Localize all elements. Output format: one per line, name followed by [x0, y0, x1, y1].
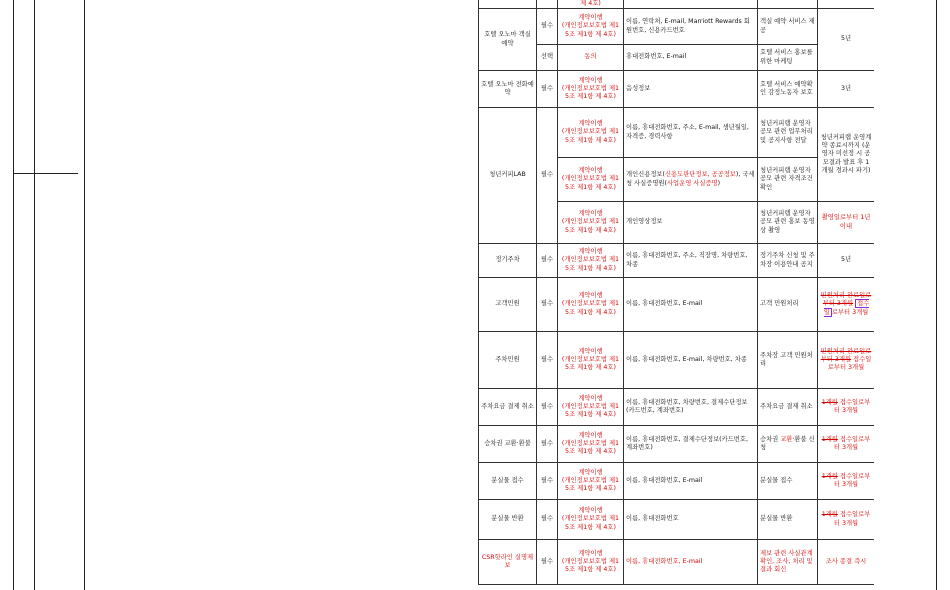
- required-cell: 필수: [537, 389, 558, 426]
- items-cell: 이름, 휴대전화번호, 차량번호, 결제수단정보(카드번호, 계좌번호): [624, 389, 758, 426]
- items-cell: 개인영상정보: [624, 202, 758, 244]
- basis-cell: 계약이행 (개인정보보호법 제15조 제1항 제 4호): [558, 9, 624, 45]
- required-cell: 필수: [537, 426, 558, 463]
- items-cell: 이름, 휴대전화번호, 주소, 직장명, 차량번호, 차종: [624, 244, 758, 278]
- items-cell: 이름, 연락처, E-mail, Marriott Rewards 회원번호, 신용카드번호: [624, 9, 758, 45]
- service-cell: [479, 0, 537, 9]
- period-cell: 촬영일로부터 1년 이내: [818, 202, 875, 244]
- purpose-text: 승차권: [760, 435, 781, 443]
- required-cell: 선택: [537, 45, 558, 71]
- items-cell: [624, 0, 758, 9]
- inserted-text: 접수일로부터 3개월: [833, 435, 871, 451]
- purpose-cell: 청년커피랩 운영자 공모 관련 홍보 동영상 촬영: [758, 202, 818, 244]
- table-row: [479, 389, 875, 426]
- required-cell: 필수: [537, 540, 558, 585]
- service-cell: CSR핫라인 실명제보: [479, 540, 537, 585]
- required-cell: 필수: [537, 463, 558, 500]
- privacy-collection-table: [478, 0, 874, 585]
- deleted-text: 민원처리 완료일로부터 3개월: [820, 347, 872, 363]
- basis-cell: 계약이행 (개인정보보호법 제15조 제1항 제 4호): [558, 540, 624, 585]
- service-cell: 청년커피LAB: [479, 108, 537, 244]
- table-row: [479, 9, 875, 45]
- period-cell: 3년: [818, 71, 875, 108]
- inserted-text: 접수일로부터 3개월: [833, 511, 871, 527]
- inserted-text: 접수일로부터 3개월: [833, 398, 871, 414]
- service-cell: 주차민원: [479, 332, 537, 389]
- basis-cell: 계약이행 (개인정보보호법 제15조 제1항 제 4호): [558, 158, 624, 202]
- inserted-text: 접수일로부터 3개월: [827, 355, 872, 372]
- items-cell: 이름, 휴대전화번호, E-mail: [624, 463, 758, 500]
- deleted-text: 1개월: [821, 472, 838, 480]
- items-cell: 음성정보: [624, 71, 758, 108]
- basis-cell: 계약이행 (개인정보보호법 제15조 제1항 제 4호): [558, 500, 624, 540]
- service-cell: 호텔 오노마 전화예약: [479, 71, 537, 108]
- outer-border-left: [13, 0, 14, 590]
- service-cell: 분실물 반환: [479, 500, 537, 540]
- required-cell: 필수: [537, 278, 558, 332]
- items-cell: 이름, 휴대전화번호, E-mail, 차량번호, 차종: [624, 332, 758, 389]
- purpose-cell: 분실물 접수: [758, 463, 818, 500]
- period-cell: [818, 278, 875, 332]
- column-divider: [34, 0, 35, 590]
- period-cell: [818, 0, 875, 9]
- basis-cell: 계약이행 (개인정보보호법 제15조 제1항 제 4호): [558, 71, 624, 108]
- period-cell: [818, 389, 875, 426]
- period-cell: 청년커피랩 운영계약 종료시까지 (운영자 미선정 시 공모결과 발표 후 1개월 경과시 파기): [818, 108, 875, 202]
- required-cell: 필수: [537, 71, 558, 108]
- deleted-text: 1개월: [821, 398, 838, 406]
- period-cell: [818, 463, 875, 500]
- table-row: [479, 244, 875, 278]
- purpose-cell: 호텔 서비스 홍보를 위한 마케팅: [758, 45, 818, 71]
- basis-cell: 제 4호): [558, 0, 624, 9]
- basis-cell: 계약이행 (개인정보보호법 제15조 제1항 제 4호): [558, 278, 624, 332]
- items-text: ): [717, 179, 721, 187]
- deleted-text: 1개월: [821, 511, 838, 519]
- table-row: [479, 540, 875, 585]
- items-text: 개인신용정보(: [626, 171, 665, 179]
- purpose-cell: 주차요금 결제 취소: [758, 389, 818, 426]
- service-cell: 주차요금 결제 취소: [479, 389, 537, 426]
- basis-cell: 동의: [558, 45, 624, 71]
- purpose-text: ·환불 신청: [760, 435, 815, 451]
- required-cell: 필수: [537, 108, 558, 244]
- purpose-cell: [758, 426, 818, 463]
- basis-cell: 계약이행 (개인정보보호법 제15조 제1항 제 4호): [558, 463, 624, 500]
- column-divider: [936, 0, 937, 590]
- period-cell: 5년: [818, 9, 875, 71]
- items-text: ), 국세청 사실증명원(: [626, 171, 755, 187]
- basis-cell: 계약이행 (개인정보보호법 제15조 제1항 제 4호): [558, 332, 624, 389]
- purpose-cell: 제보 관련 사실관계 확인, 조사, 처리 및 결과 회신: [758, 540, 818, 585]
- period-cell: 5년: [818, 244, 875, 278]
- table-row: [479, 500, 875, 540]
- required-cell: 필수: [537, 244, 558, 278]
- deleted-text: 민원처리 완료일로부터 3개월: [820, 292, 872, 308]
- items-cell: 이름, 휴대전화번호, E-mail: [624, 278, 758, 332]
- basis-cell: 계약이행 (개인정보보호법 제15조 제1항 제 4호): [558, 426, 624, 463]
- purpose-cell: 정기주차 신청 및 주차장 이용안내 공지: [758, 244, 818, 278]
- table-row: [479, 278, 875, 332]
- items-cell: 이름, 휴대전화번호: [624, 500, 758, 540]
- basis-cell: 계약이행 (개인정보보호법 제15조 제1항 제 4호): [558, 108, 624, 158]
- required-cell: [537, 0, 558, 9]
- table-row: [479, 71, 875, 108]
- purpose-cell: 청년커피랩 운영자 공모 관련 자격조건 확인: [758, 158, 818, 202]
- column-divider: [84, 0, 85, 590]
- required-cell: 필수: [537, 332, 558, 389]
- purpose-cell: [758, 0, 818, 9]
- purpose-cell: 청년커피랩 운영자 공모 관련 업무처리 및 공지사항 전달: [758, 108, 818, 158]
- period-cell: [818, 332, 875, 389]
- basis-cell: 계약이행 (개인정보보호법 제15조 제1항 제 4호): [558, 389, 624, 426]
- period-cell: [818, 500, 875, 540]
- service-cell: 호텔 오노마 객실 예약: [479, 9, 537, 71]
- table-row: [479, 108, 875, 158]
- highlighted-text: 사업운영 사실증명: [666, 179, 718, 187]
- highlighted-text: 신용도판단정보, 공공정보: [664, 171, 736, 179]
- basis-cell: 계약이행 (개인정보보호법 제15조 제1항 제 4호): [558, 202, 624, 244]
- highlighted-text: 교환: [780, 435, 793, 443]
- table-row: [479, 463, 875, 500]
- inserted-text: 접수일로부터 3개월: [833, 472, 871, 488]
- items-cell: 이름, 휴대전화번호, E-mail: [624, 540, 758, 585]
- purpose-cell: 주차장 고객 민원처리: [758, 332, 818, 389]
- purpose-cell: 고객 민원처리: [758, 278, 818, 332]
- basis-cell: 계약이행 (개인정보보호법 제15조 제1항 제 4호): [558, 244, 624, 278]
- required-cell: 필수: [537, 500, 558, 540]
- service-cell: 고객민원: [479, 278, 537, 332]
- items-cell: 휴대전화번호, E-mail: [624, 45, 758, 71]
- inserted-text: 로부터 3개월: [831, 308, 869, 316]
- period-cell: [818, 426, 875, 463]
- period-cell: 조사 종결 즉시: [818, 540, 875, 585]
- service-cell: 정기주차: [479, 244, 537, 278]
- items-cell: 이름, 휴대전화번호, 결제수단정보(카드번호, 계좌번호): [624, 426, 758, 463]
- privacy-table-container: [478, 0, 874, 590]
- service-cell: 승차권 교환·환불: [479, 426, 537, 463]
- table-row: [479, 426, 875, 463]
- row-divider: [13, 173, 78, 174]
- purpose-cell: 분실물 반환: [758, 500, 818, 540]
- purpose-cell: 객실 예약 서비스 제공: [758, 9, 818, 45]
- table-row: [479, 332, 875, 389]
- inserted-text: 접수일: [823, 300, 870, 316]
- service-cell: 분실물 접수: [479, 463, 537, 500]
- purpose-cell: 호텔 서비스 예약확인 감정노동자 보호: [758, 71, 818, 108]
- items-cell: 이름, 휴대전화번호, 주소, E-mail, 생년월일, 자격증, 경력사항: [624, 108, 758, 158]
- items-cell: [624, 158, 758, 202]
- table-row: [479, 0, 875, 9]
- required-cell: 필수: [537, 9, 558, 45]
- deleted-text: 1개월: [821, 435, 838, 443]
- table-row: [479, 45, 875, 71]
